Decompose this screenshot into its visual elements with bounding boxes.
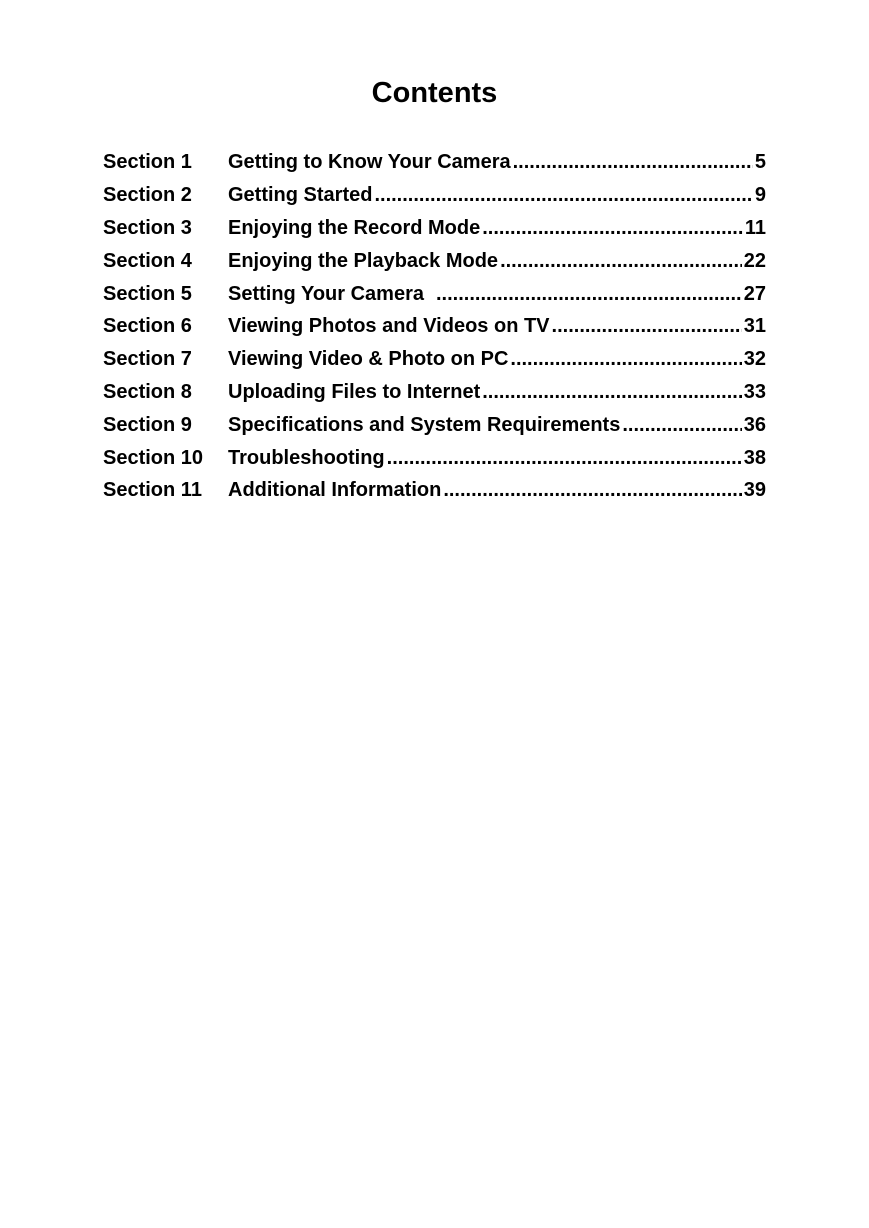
toc-entry-section-7[interactable] (103, 343, 766, 376)
toc-section-number: Section 10 (103, 446, 204, 469)
toc-section-title: Viewing Video & Photo on PC (228, 348, 509, 371)
toc-section-number: Section 4 (103, 249, 192, 272)
toc-entry-section-11[interactable] (103, 474, 766, 507)
toc-dot-leader (374, 183, 752, 207)
toc-entry-section-3[interactable] (103, 212, 766, 245)
toc-section-number: Section 6 (103, 315, 192, 338)
toc-dot-leader (482, 380, 742, 404)
toc-entry-section-2[interactable] (103, 179, 766, 212)
toc-section-title: Getting to Know Your Camera (228, 151, 511, 174)
toc-page-number: 31 (743, 315, 766, 338)
toc-section-number: Section 11 (103, 479, 202, 502)
toc-dot-leader (482, 216, 743, 240)
toc-section-number: Section 2 (103, 184, 192, 207)
toc-dot-leader (513, 150, 753, 174)
toc-dot-leader (436, 282, 742, 306)
toc-page-number: 38 (743, 446, 766, 469)
toc-section-title: Additional Information (228, 479, 442, 502)
toc-page-number: 32 (743, 348, 766, 371)
toc-entry-section-4[interactable] (103, 244, 766, 277)
toc-entry-section-9[interactable] (103, 408, 766, 441)
toc-entry-section-5[interactable] (103, 277, 766, 310)
toc-section-title: Viewing Photos and Videos on TV (228, 315, 550, 338)
toc-entry-section-6[interactable] (103, 310, 766, 343)
toc-section-number: Section 5 (103, 282, 192, 305)
toc-entry-section-8[interactable] (103, 376, 766, 409)
toc-section-number: Section 3 (103, 216, 192, 239)
toc-section-title: Enjoying the Playback Mode (228, 249, 499, 272)
toc-section-number: Section 1 (103, 151, 192, 174)
toc-page-number: 9 (754, 184, 766, 207)
toc-dot-leader (510, 347, 741, 371)
toc-dot-leader (387, 446, 742, 470)
toc-entry-section-10[interactable] (103, 441, 766, 474)
toc-section-title: Uploading Files to Internet (228, 380, 481, 403)
toc-dot-leader (500, 249, 742, 273)
toc-section-title: Troubleshooting (228, 446, 385, 469)
toc-entry-section-1[interactable] (103, 146, 766, 179)
toc-dot-leader (622, 413, 741, 437)
toc-page-number: 5 (754, 151, 766, 174)
toc-page-number: 22 (743, 249, 766, 272)
toc-dot-leader (552, 314, 742, 338)
toc-section-title: Enjoying the Record Mode (228, 216, 481, 239)
toc-page-number: 33 (743, 380, 766, 403)
toc-section-title: Setting Your Camera (228, 282, 424, 305)
toc-section-number: Section 9 (103, 413, 192, 436)
toc-page-number: 27 (743, 282, 766, 305)
toc-section-title: Getting Started (228, 184, 373, 207)
table-of-contents (103, 146, 766, 507)
toc-page-number: 36 (743, 413, 766, 436)
toc-section-number: Section 8 (103, 380, 192, 403)
toc-section-title: Specifications and System Requirements (228, 413, 621, 436)
page-title: Contents (371, 77, 498, 109)
toc-page-number: 11 (744, 216, 766, 239)
toc-section-number: Section 7 (103, 348, 192, 371)
toc-dot-leader (443, 478, 741, 502)
toc-page-number: 39 (743, 479, 766, 502)
